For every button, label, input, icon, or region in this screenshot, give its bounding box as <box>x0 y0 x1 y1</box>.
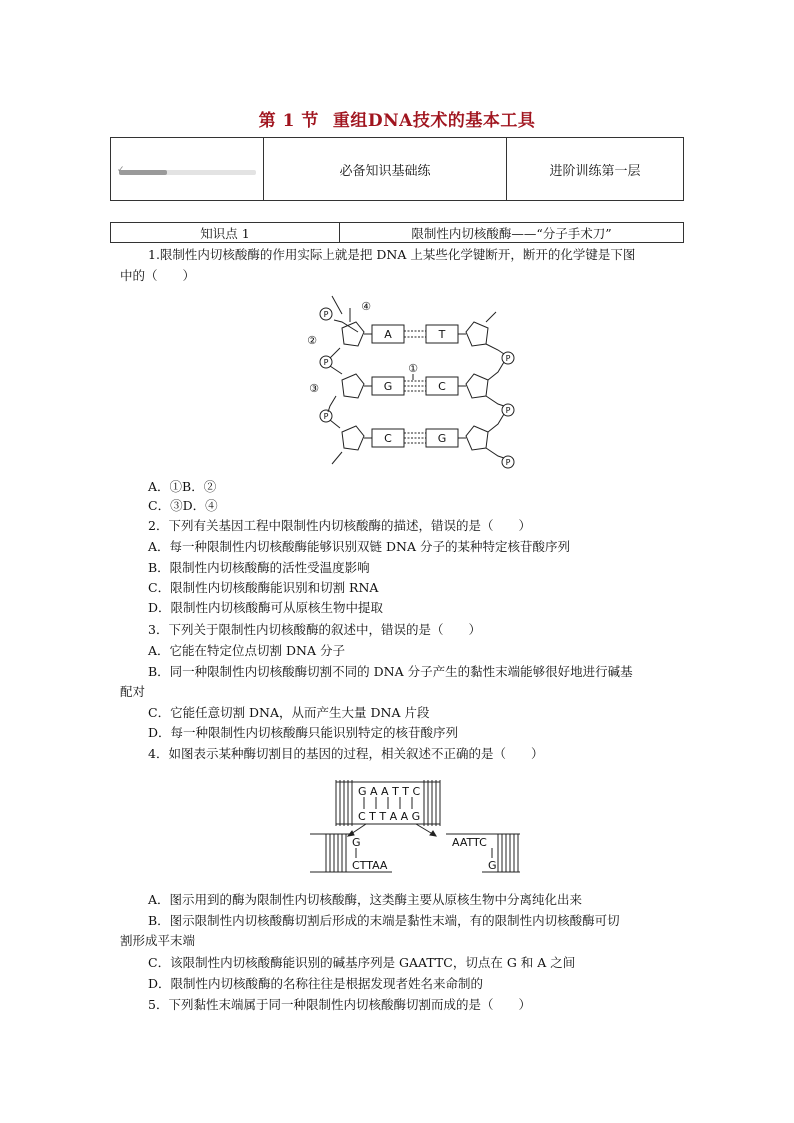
base-left-1: A <box>384 328 392 341</box>
phosphate-label: P <box>323 310 329 319</box>
knowledge-point-label: 知识点 1 <box>111 223 340 242</box>
left-sugar-3 <box>342 426 364 450</box>
base-left-2: G <box>383 380 393 393</box>
marker-1: ① <box>408 362 418 375</box>
q1-options-ab: A．①B．② <box>148 479 217 494</box>
section-name: 重组DNA技术的基本工具 <box>332 111 536 131</box>
q3-option-b-line2: 配对 <box>120 684 146 699</box>
base-right-1: T <box>438 328 446 341</box>
q4-option-c: C．该限制性内切核酸酶能识别的碱基序列是 GAATTC，切点在 G 和 A 之间 <box>148 955 576 970</box>
restriction-cut-figure <box>306 776 526 876</box>
header-table <box>110 137 684 201</box>
q2-stem: 2．下列有关基因工程中限制性内切核酸酶的描述，错误的是（ ） <box>148 518 531 533</box>
q3-option-a: A．它能在特定位点切割 DNA 分子 <box>148 643 345 658</box>
q4-option-a: A．图示用到的酶为限制性内切核酸酶，这类酶主要从原核生物中分离纯化出来 <box>148 892 583 907</box>
recognition-sequence-top: G A A T T C <box>358 785 421 798</box>
marker-2: ② <box>307 334 317 347</box>
left-sugar-2 <box>342 374 364 398</box>
q2-option-a: A．每一种限制性内切核酸酶能够识别双链 DNA 分子的某种特定核苷酸序列 <box>148 539 570 554</box>
check-icon: ✓ <box>117 165 125 175</box>
left-fragment-bottom: CTTAA <box>352 859 388 872</box>
q3-option-b-line1: B．同一种限制性内切核酸酶切割不同的 DNA 分子产生的黏性末端能够很好地进行碱基 <box>148 664 633 679</box>
q3-option-c: C．它能任意切割 DNA，从而产生大量 DNA 片段 <box>148 705 430 720</box>
q3-option-d: D．每一种限制性内切核酸酶只能识别特定的核苷酸序列 <box>148 725 459 740</box>
phosphate-label: P <box>323 412 329 421</box>
phosphate-label: P <box>505 354 511 363</box>
dna-structure-figure <box>300 292 530 472</box>
q4-option-b-line2: 割形成平末端 <box>120 933 196 948</box>
phosphate-label: P <box>505 458 511 467</box>
page-title <box>0 106 794 131</box>
q1-options-cd: C．③D．④ <box>148 498 218 513</box>
base-left-3: C <box>384 432 392 445</box>
progress-cell <box>111 138 264 200</box>
q1-stem-line1: 1.限制性内切核酸酶的作用实际上就是把 DNA 上某些化学键断开，断开的化学键是下图 <box>148 247 636 262</box>
recognition-sequence-bottom: C T T A A G <box>358 810 421 823</box>
q1-stem-line2: 中的（ ） <box>120 268 196 283</box>
left-sugar-1 <box>342 322 364 346</box>
phosphate-label: P <box>505 406 511 415</box>
section-number: 第 1 节 <box>258 111 319 131</box>
q2-option-c: C．限制性内切核酸酶能识别和切割 RNA <box>148 580 379 595</box>
marker-4: ④ <box>361 300 371 313</box>
left-fragment-top: G <box>352 836 361 849</box>
knowledge-point-table <box>110 222 684 243</box>
marker-3: ③ <box>309 382 319 395</box>
right-fragment-top: AATTC <box>452 836 487 849</box>
q3-stem: 3．下列关于限制性内切核酸酶的叙述中，错误的是（ ） <box>148 622 481 637</box>
progress-bar <box>117 165 256 175</box>
q5-stem: 5．下列黏性末端属于同一种限制性内切核酸酶切割而成的是（ ） <box>148 997 531 1012</box>
header-advanced-training: 进阶训练第一层 <box>549 163 641 179</box>
right-fragment-bottom: G <box>488 859 497 872</box>
knowledge-point-topic: 限制性内切核酸酶——“分子手术刀” <box>411 225 612 241</box>
header-basic-practice: 必备知识基础练 <box>264 138 507 200</box>
right-sugar-3 <box>466 426 488 450</box>
q2-option-d: D．限制性内切核酸酶可从原核生物中提取 <box>148 600 384 615</box>
base-right-2: C <box>438 380 446 393</box>
base-right-3: G <box>437 432 447 445</box>
q4-option-b-line1: B．图示限制性内切核酸酶切割后形成的末端是黏性末端，有的限制性内切核酸酶可切 <box>148 913 620 928</box>
right-sugar-2 <box>466 374 488 398</box>
progress-fill <box>119 170 167 175</box>
q4-stem: 4．如图表示某种酶切割目的基因的过程，相关叙述不正确的是（ ） <box>148 746 544 761</box>
right-sugar-1 <box>466 322 488 346</box>
phosphate-label: P <box>323 358 329 367</box>
q2-option-b: B．限制性内切核酸酶的活性受温度影响 <box>148 560 370 575</box>
q4-option-d: D．限制性内切核酸酶的名称往往是根据发现者姓名来命制的 <box>148 976 484 991</box>
